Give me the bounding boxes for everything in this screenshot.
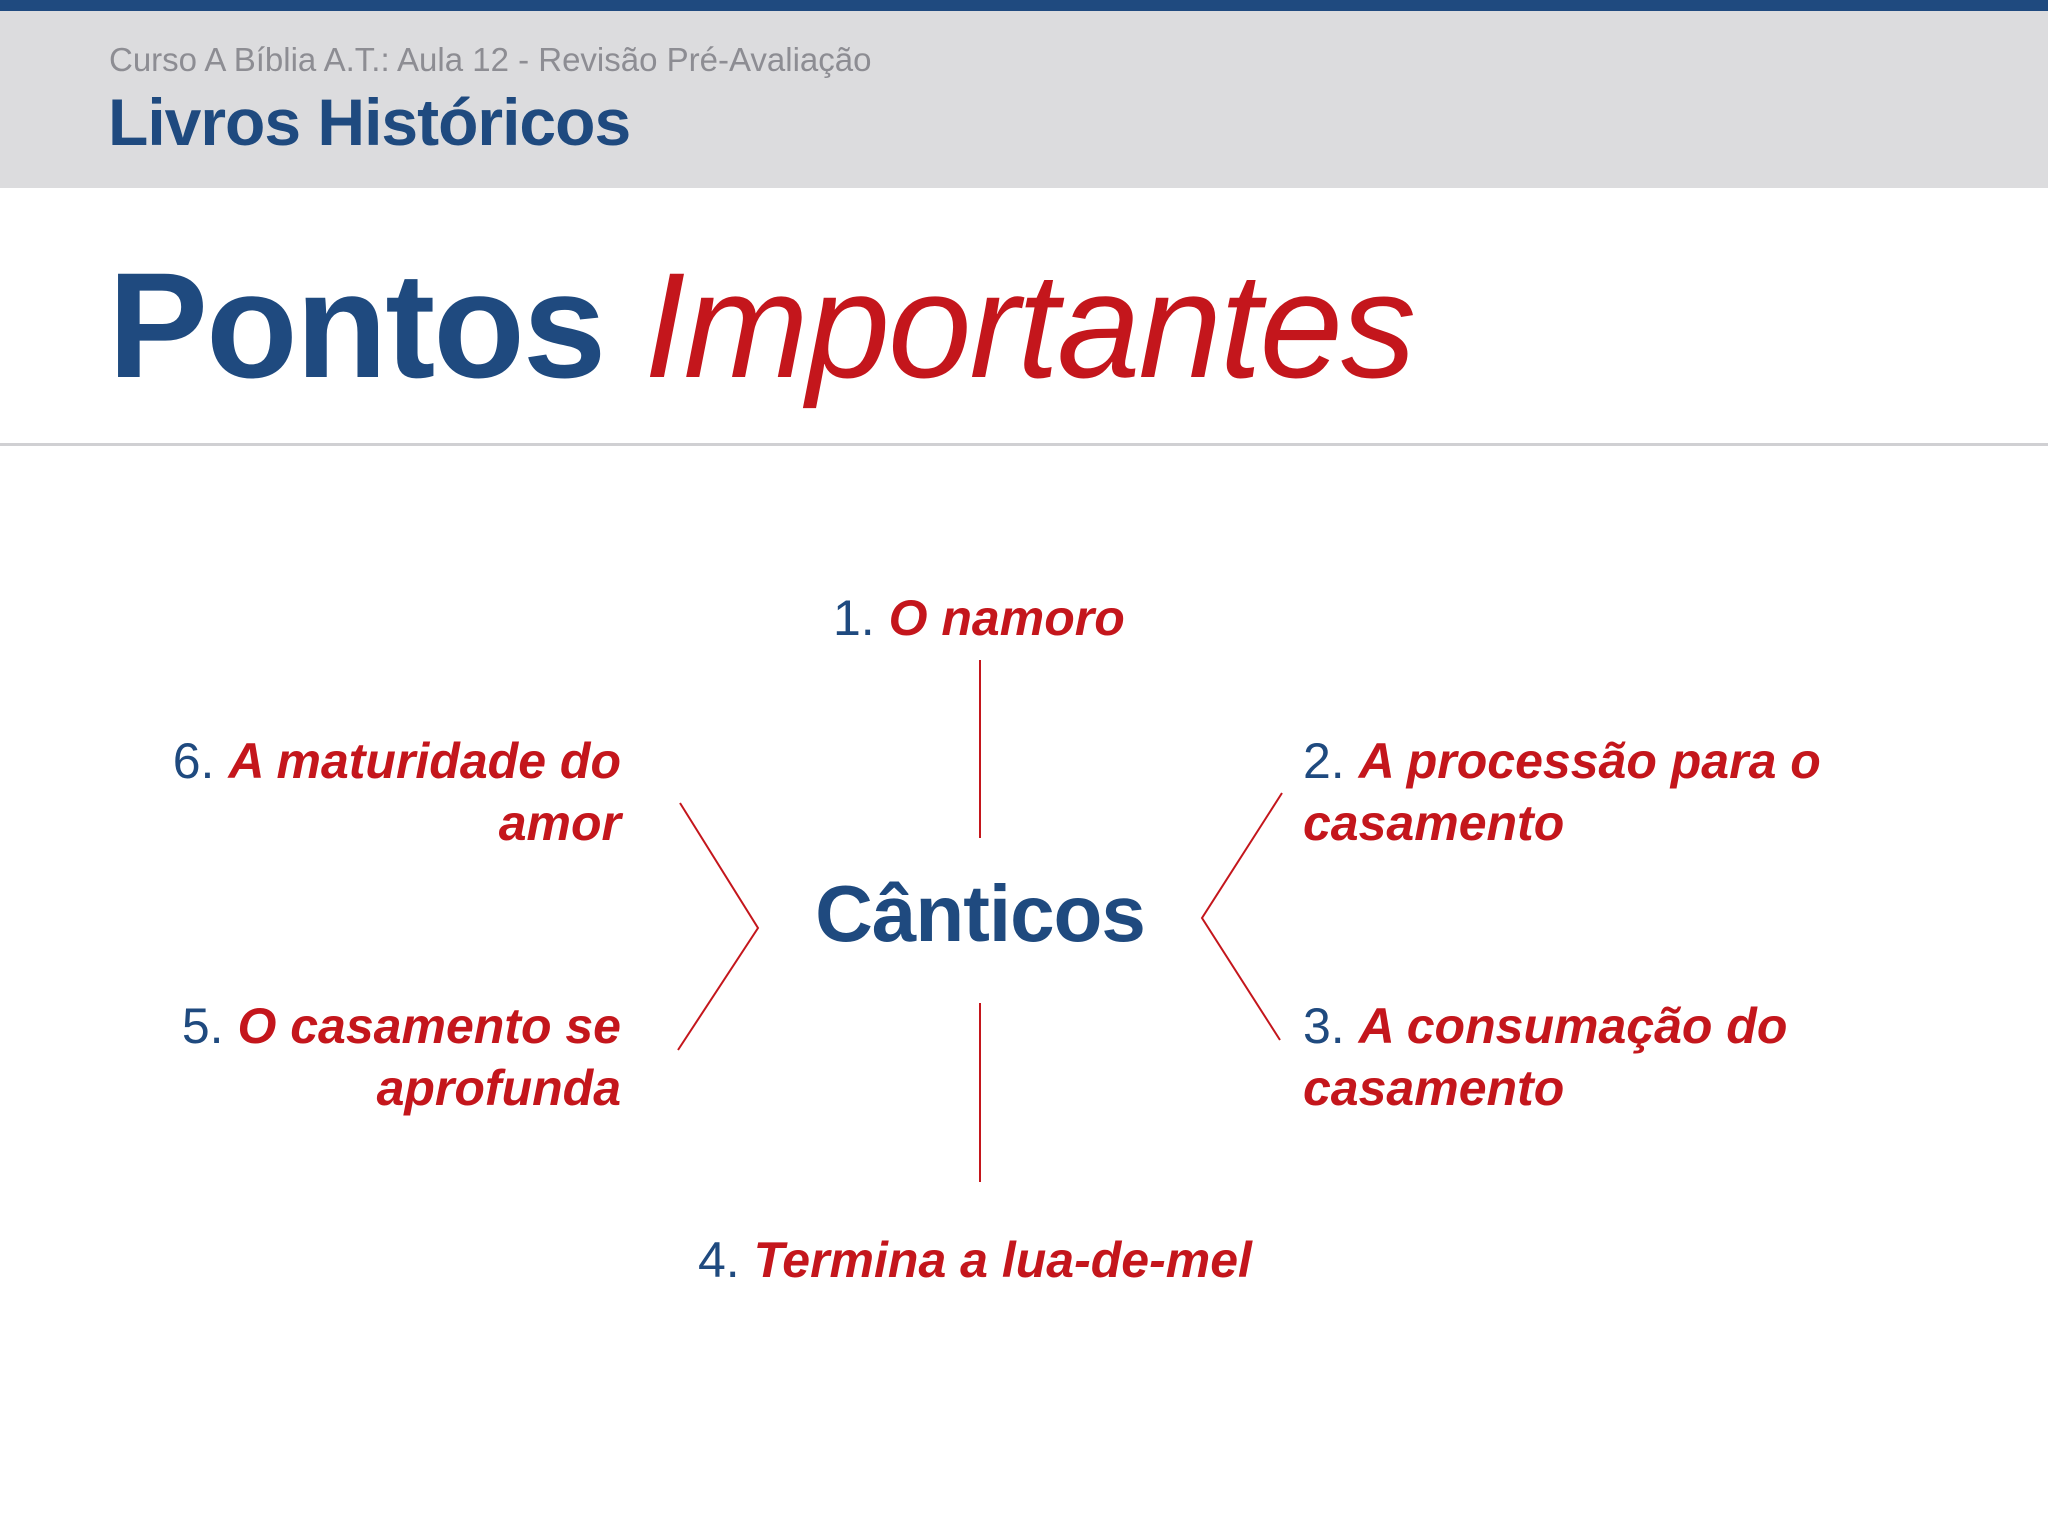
page-title-bold: Pontos: [108, 241, 605, 409]
connector-left-chevron: [678, 803, 758, 1050]
point-label-line2: amor: [498, 795, 621, 851]
point-label-line1: A processão para o: [1358, 733, 1821, 789]
point-number: 6.: [172, 733, 215, 789]
point-label-line2: casamento: [1303, 1060, 1565, 1116]
point-4: [698, 1229, 1252, 1291]
point-label-line1: O casamento se: [237, 998, 621, 1054]
connector-right-chevron: [1202, 793, 1282, 1040]
point-number: 2.: [1303, 733, 1345, 789]
point-label-line1: A maturidade do: [228, 733, 621, 789]
point-label: O namoro: [888, 590, 1125, 646]
point-label-line2: casamento: [1303, 795, 1565, 851]
course-subtitle: Curso A Bíblia A.T.: Aula 12 - Revisão Pré-Avaliação: [109, 41, 872, 78]
center-node-label: Cânticos: [815, 869, 1145, 958]
page-title-italic: Importantes: [644, 241, 1415, 409]
point-label: Termina a lua-de-mel: [753, 1232, 1252, 1288]
point-3: [1303, 995, 1787, 1119]
point-1: [833, 587, 1125, 649]
section-title: Livros Históricos: [108, 85, 631, 159]
point-number: 3.: [1303, 998, 1345, 1054]
point-6: [173, 730, 621, 854]
point-label-line2: aprofunda: [376, 1060, 621, 1116]
point-number: 4.: [698, 1232, 740, 1288]
point-number: 1.: [833, 590, 875, 646]
point-5: [182, 995, 621, 1119]
point-2: [1303, 730, 1821, 854]
point-number: 5.: [181, 998, 224, 1054]
point-label-line1: A consumação do: [1358, 998, 1788, 1054]
